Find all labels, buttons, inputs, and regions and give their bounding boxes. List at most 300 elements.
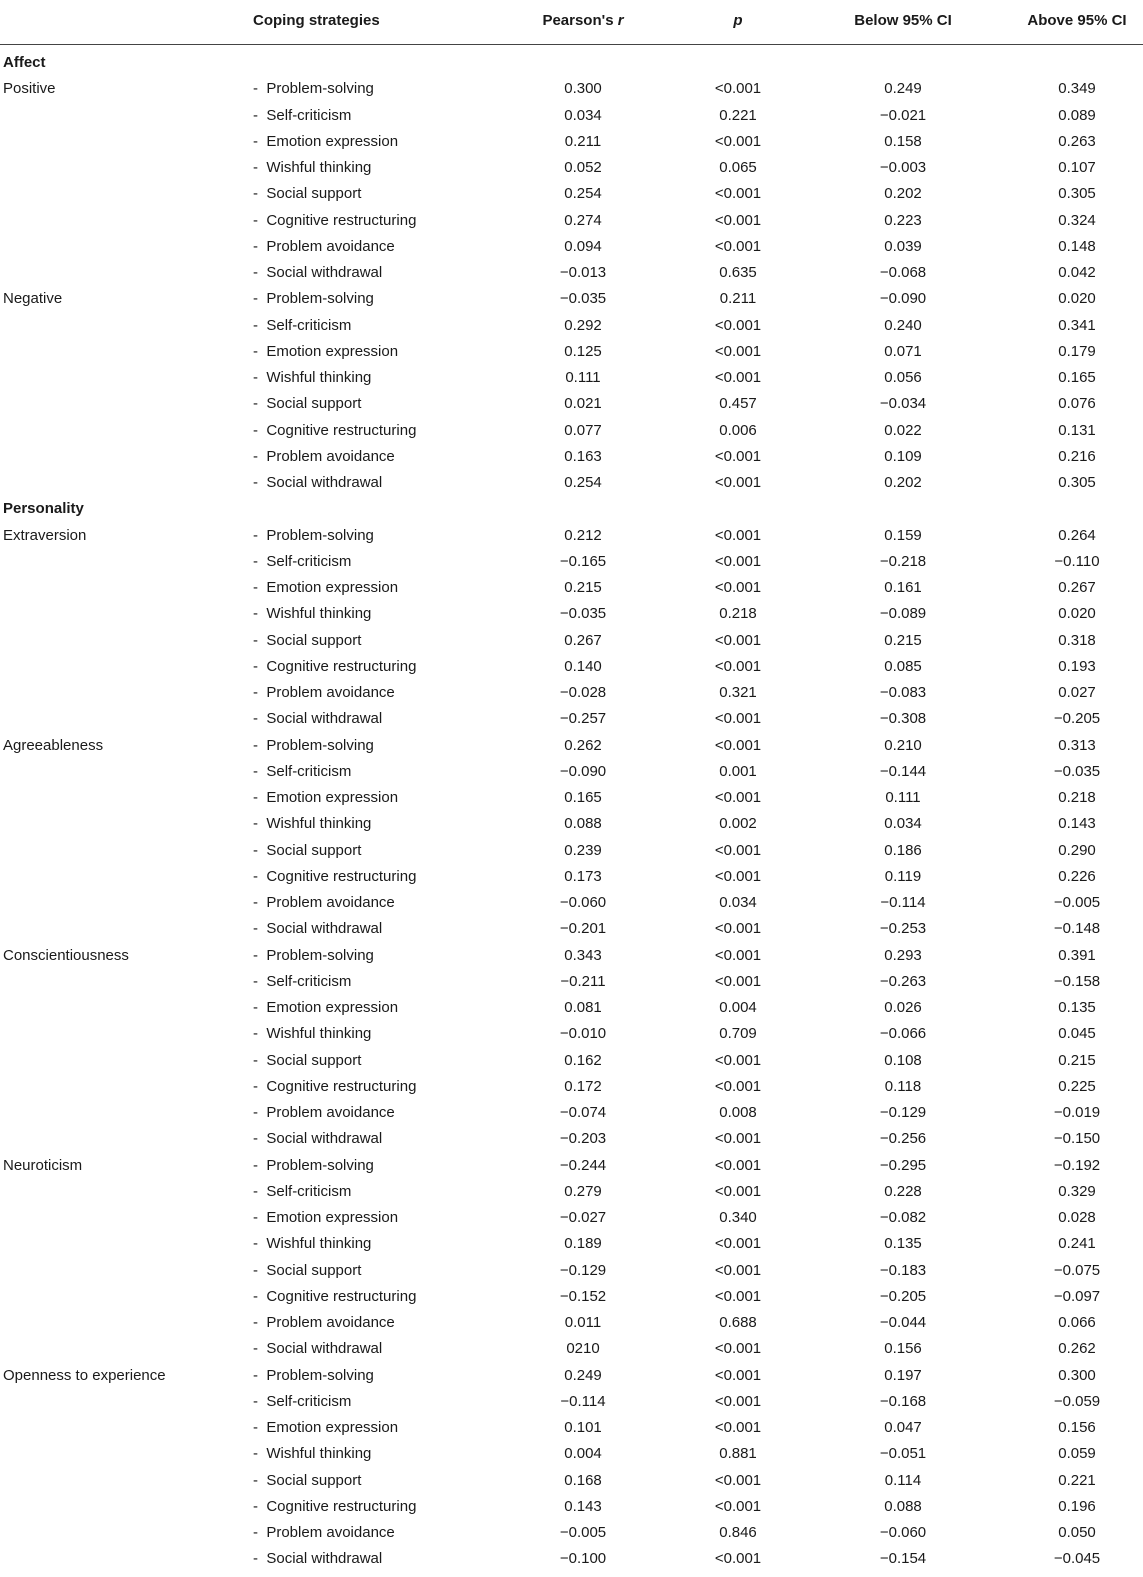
strategy-cell bbox=[253, 710, 382, 727]
strategy-cell bbox=[253, 527, 374, 544]
above-ci-cell: 0.349 bbox=[1058, 80, 1096, 98]
pearson-r-cell: 0.081 bbox=[564, 999, 602, 1016]
pearson-r-cell: 0210 bbox=[566, 1340, 600, 1358]
p-value-cell: 0.321 bbox=[719, 684, 757, 701]
list-dash: - bbox=[253, 369, 267, 386]
p-value-cell: 0.211 bbox=[719, 290, 757, 308]
table-row bbox=[0, 1391, 1143, 1417]
pearson-r-cell: −0.028 bbox=[559, 684, 607, 701]
strategy-name: Wishful thinking bbox=[266, 1235, 372, 1253]
header-pearson-r bbox=[542, 12, 623, 29]
p-value-cell: <0.001 bbox=[714, 1392, 762, 1410]
strategy-cell bbox=[253, 947, 374, 964]
list-dash: - bbox=[253, 710, 267, 728]
below-ci-cell: −0.068 bbox=[879, 264, 927, 281]
below-ci-cell: 0.156 bbox=[884, 1340, 922, 1358]
table-row bbox=[0, 1233, 1143, 1259]
above-ci-cell: 0.341 bbox=[1058, 316, 1096, 334]
strategy-name: Wishful thinking bbox=[266, 605, 372, 623]
table-row bbox=[0, 1522, 1143, 1548]
strategy-name: Problem-solving bbox=[266, 80, 374, 98]
strategy-name: Social support bbox=[266, 1261, 362, 1279]
pearson-r-cell: −0.257 bbox=[559, 710, 607, 728]
below-ci-cell: −0.060 bbox=[879, 1524, 927, 1541]
pearson-r-cell: 0.125 bbox=[564, 342, 602, 360]
above-ci-cell: 0.324 bbox=[1058, 211, 1096, 229]
p-value-cell: <0.001 bbox=[714, 789, 762, 806]
list-dash: - bbox=[253, 526, 267, 544]
pearson-r-cell: 0.111 bbox=[565, 369, 601, 386]
below-ci-cell: −0.144 bbox=[879, 762, 927, 780]
strategy-name: Social support bbox=[266, 1051, 362, 1069]
p-value-cell: 0.006 bbox=[719, 421, 757, 439]
strategy-name: Problem-solving bbox=[266, 946, 374, 964]
table-row bbox=[0, 761, 1143, 787]
table-row bbox=[0, 210, 1143, 236]
strategy-cell bbox=[253, 763, 351, 780]
p-value-cell: <0.001 bbox=[714, 1130, 762, 1148]
pearson-r-cell: −0.074 bbox=[559, 1104, 607, 1121]
below-ci-cell: 0.085 bbox=[884, 657, 922, 675]
strategy-cell bbox=[253, 212, 416, 229]
above-ci-cell: 0.196 bbox=[1058, 1497, 1096, 1515]
list-dash: - bbox=[253, 159, 267, 176]
above-ci-cell: 0.042 bbox=[1058, 264, 1096, 281]
table-row bbox=[0, 1365, 1143, 1391]
above-ci-cell: 0.218 bbox=[1058, 789, 1096, 806]
p-value-cell: 0.218 bbox=[719, 605, 757, 623]
above-ci-cell: −0.045 bbox=[1053, 1550, 1101, 1568]
pearson-r-cell: 0.189 bbox=[564, 1235, 602, 1253]
group-label: Conscientiousness bbox=[3, 946, 129, 964]
strategy-cell bbox=[253, 684, 395, 701]
strategy-cell bbox=[253, 238, 395, 255]
above-ci-cell: 0.313 bbox=[1058, 736, 1096, 754]
p-value-cell: <0.001 bbox=[714, 80, 762, 98]
table-row bbox=[0, 393, 1143, 419]
table-row bbox=[0, 603, 1143, 629]
strategy-name: Emotion expression bbox=[266, 1419, 399, 1436]
below-ci-cell: 0.249 bbox=[884, 80, 922, 98]
list-dash: - bbox=[253, 1445, 267, 1463]
below-ci-cell: 0.118 bbox=[884, 1077, 922, 1095]
pearson-r-cell: 0.343 bbox=[564, 946, 602, 964]
p-value-cell: <0.001 bbox=[714, 579, 762, 596]
strategy-cell bbox=[253, 185, 361, 202]
below-ci-cell: 0.202 bbox=[884, 185, 922, 203]
strategy-cell bbox=[253, 553, 351, 570]
pearson-r-cell: 0.077 bbox=[564, 421, 602, 439]
pearson-r-cell: −0.165 bbox=[559, 552, 607, 570]
p-value-cell: <0.001 bbox=[714, 1471, 762, 1489]
list-dash: - bbox=[253, 920, 267, 938]
below-ci-cell: −0.034 bbox=[879, 395, 927, 413]
strategy-name: Emotion expression bbox=[266, 789, 399, 806]
p-value-cell: <0.001 bbox=[714, 1182, 762, 1200]
table-row bbox=[0, 1181, 1143, 1207]
below-ci-cell: 0.088 bbox=[884, 1497, 922, 1515]
strategy-name: Self-criticism bbox=[266, 972, 352, 990]
below-ci-cell: −0.083 bbox=[879, 684, 927, 701]
table-row bbox=[0, 813, 1143, 839]
strategy-cell bbox=[253, 1052, 361, 1069]
list-dash: - bbox=[253, 605, 267, 623]
list-dash: - bbox=[253, 395, 267, 413]
p-value-cell: <0.001 bbox=[714, 841, 762, 859]
p-value-cell: 0.001 bbox=[719, 762, 757, 780]
list-dash: - bbox=[253, 316, 267, 334]
strategy-name: Emotion expression bbox=[266, 579, 399, 596]
list-dash: - bbox=[253, 264, 267, 281]
pearson-r-cell: 0.088 bbox=[564, 815, 602, 833]
above-ci-cell: 0.059 bbox=[1058, 1445, 1096, 1463]
section-title: Affect bbox=[3, 54, 46, 71]
pearson-r-cell: 0.267 bbox=[564, 631, 602, 649]
below-ci-cell: −0.253 bbox=[879, 920, 927, 938]
p-value-cell: <0.001 bbox=[714, 1287, 762, 1305]
below-ci-cell: −0.263 bbox=[879, 972, 927, 990]
strategy-cell bbox=[253, 894, 395, 911]
above-ci-cell: 0.028 bbox=[1058, 1209, 1096, 1226]
above-ci-cell: 0.305 bbox=[1058, 474, 1096, 491]
below-ci-cell: −0.021 bbox=[879, 106, 927, 124]
p-value-cell: 0.635 bbox=[719, 264, 757, 281]
strategy-name: Social withdrawal bbox=[266, 710, 383, 728]
table-row bbox=[0, 525, 1143, 551]
header-below-ci: Below 95% CI bbox=[854, 12, 952, 29]
pearson-r-cell: −0.129 bbox=[559, 1261, 607, 1279]
table-row bbox=[0, 341, 1143, 367]
below-ci-cell: 0.034 bbox=[884, 815, 922, 833]
list-dash: - bbox=[253, 1314, 267, 1331]
list-dash: - bbox=[253, 1550, 267, 1568]
pearson-r-cell: 0.052 bbox=[564, 159, 602, 176]
below-ci-cell: 0.135 bbox=[884, 1235, 922, 1253]
header-pearson-label: Pearson's bbox=[542, 12, 618, 29]
table-row bbox=[0, 1128, 1143, 1154]
header-above-ci: Above 95% CI bbox=[1027, 12, 1127, 29]
table-row bbox=[0, 78, 1143, 104]
strategy-cell bbox=[253, 1472, 361, 1489]
table-row bbox=[0, 183, 1143, 209]
table-row bbox=[0, 787, 1143, 813]
strategy-name: Social support bbox=[266, 395, 362, 413]
below-ci-cell: −0.205 bbox=[879, 1287, 927, 1305]
list-dash: - bbox=[253, 1340, 267, 1358]
table-row bbox=[0, 420, 1143, 446]
list-dash: - bbox=[253, 867, 267, 885]
p-value-cell: 0.688 bbox=[719, 1314, 757, 1331]
below-ci-cell: 0.022 bbox=[884, 421, 922, 439]
strategy-name: Emotion expression bbox=[266, 342, 399, 360]
p-value-cell: <0.001 bbox=[714, 631, 762, 649]
strategy-cell bbox=[253, 973, 351, 990]
p-value-cell: <0.001 bbox=[714, 185, 762, 203]
below-ci-cell: −0.154 bbox=[879, 1550, 927, 1568]
above-ci-cell: 0.148 bbox=[1058, 237, 1096, 255]
list-dash: - bbox=[253, 894, 267, 911]
pearson-r-cell: −0.035 bbox=[559, 605, 607, 623]
above-ci-cell: 0.300 bbox=[1058, 1366, 1096, 1384]
pearson-r-cell: 0.034 bbox=[564, 106, 602, 124]
strategy-cell bbox=[253, 1157, 374, 1174]
strategy-cell bbox=[253, 107, 351, 124]
table-row bbox=[0, 1338, 1143, 1364]
strategy-name: Cognitive restructuring bbox=[266, 211, 417, 229]
strategy-name: Social withdrawal bbox=[266, 474, 383, 491]
pearson-r-cell: 0.211 bbox=[564, 132, 602, 150]
above-ci-cell: −0.005 bbox=[1053, 894, 1101, 911]
strategy-name: Social withdrawal bbox=[266, 264, 383, 281]
pearson-r-cell: −0.005 bbox=[559, 1524, 607, 1541]
list-dash: - bbox=[253, 841, 267, 859]
strategy-cell bbox=[253, 789, 398, 806]
p-value-cell: <0.001 bbox=[714, 132, 762, 150]
list-dash: - bbox=[253, 1235, 267, 1253]
strategy-cell bbox=[253, 815, 371, 832]
above-ci-cell: 0.329 bbox=[1058, 1182, 1096, 1200]
table-row bbox=[0, 1496, 1143, 1522]
table-row bbox=[0, 236, 1143, 262]
pearson-r-cell: 0.168 bbox=[564, 1471, 602, 1489]
strategy-cell bbox=[253, 1524, 395, 1541]
strategy-cell bbox=[253, 343, 398, 360]
pearson-r-cell: 0.262 bbox=[564, 736, 602, 754]
above-ci-cell: −0.110 bbox=[1054, 552, 1100, 570]
list-dash: - bbox=[253, 789, 267, 806]
p-value-cell: <0.001 bbox=[714, 1051, 762, 1069]
group-label: Positive bbox=[3, 80, 56, 98]
list-dash: - bbox=[253, 1366, 267, 1384]
below-ci-cell: −0.003 bbox=[879, 159, 927, 176]
list-dash: - bbox=[253, 474, 267, 491]
below-ci-cell: 0.026 bbox=[884, 999, 922, 1016]
strategy-name: Cognitive restructuring bbox=[266, 1077, 417, 1095]
header-p-symbol: p bbox=[733, 12, 743, 29]
strategy-cell bbox=[253, 1314, 395, 1331]
above-ci-cell: 0.290 bbox=[1058, 841, 1096, 859]
below-ci-cell: 0.039 bbox=[884, 237, 922, 255]
pearson-r-cell: 0.011 bbox=[564, 1314, 602, 1331]
pearson-r-cell: 0.094 bbox=[564, 237, 602, 255]
table-row bbox=[0, 105, 1143, 131]
table-row bbox=[0, 131, 1143, 157]
above-ci-cell: 0.305 bbox=[1058, 185, 1096, 203]
above-ci-cell: 0.131 bbox=[1058, 421, 1096, 439]
list-dash: - bbox=[253, 421, 267, 439]
list-dash: - bbox=[253, 1209, 267, 1226]
pearson-r-cell: 0.143 bbox=[564, 1497, 602, 1515]
strategy-name: Cognitive restructuring bbox=[266, 867, 417, 885]
p-value-cell: <0.001 bbox=[714, 211, 762, 229]
table-row bbox=[0, 551, 1143, 577]
group-label: Agreeableness bbox=[3, 736, 104, 754]
list-dash: - bbox=[253, 1261, 267, 1279]
pearson-r-cell: 0.215 bbox=[564, 579, 602, 596]
strategy-name: Emotion expression bbox=[266, 132, 399, 150]
strategy-name: Social withdrawal bbox=[266, 1550, 383, 1568]
strategy-name: Problem-solving bbox=[266, 1156, 374, 1174]
above-ci-cell: −0.019 bbox=[1053, 1104, 1101, 1121]
strategy-name: Social withdrawal bbox=[266, 1130, 383, 1148]
p-value-cell: <0.001 bbox=[714, 736, 762, 754]
list-dash: - bbox=[253, 1182, 267, 1200]
pearson-r-cell: −0.211 bbox=[560, 972, 606, 990]
strategy-cell bbox=[253, 1104, 395, 1121]
list-dash: - bbox=[253, 1392, 267, 1410]
p-value-cell: <0.001 bbox=[714, 447, 762, 465]
table-row bbox=[0, 1417, 1143, 1443]
list-dash: - bbox=[253, 815, 267, 833]
below-ci-cell: −0.066 bbox=[879, 1025, 927, 1043]
list-dash: - bbox=[253, 1104, 267, 1121]
strategy-name: Social support bbox=[266, 841, 362, 859]
strategy-cell bbox=[253, 1078, 416, 1095]
strategy-cell bbox=[253, 474, 382, 491]
strategy-name: Emotion expression bbox=[266, 999, 399, 1016]
strategy-name: Social support bbox=[266, 185, 362, 203]
table-row bbox=[0, 1050, 1143, 1076]
strategy-cell bbox=[253, 1209, 398, 1226]
above-ci-cell: 0.179 bbox=[1058, 342, 1096, 360]
strategy-name: Wishful thinking bbox=[266, 1445, 372, 1463]
p-value-cell: 0.008 bbox=[719, 1104, 757, 1121]
pearson-r-cell: 0.162 bbox=[564, 1051, 602, 1069]
below-ci-cell: −0.256 bbox=[879, 1130, 927, 1148]
strategy-cell bbox=[253, 737, 374, 754]
strategy-name: Problem avoidance bbox=[266, 894, 395, 911]
below-ci-cell: −0.218 bbox=[879, 552, 927, 570]
below-ci-cell: 0.047 bbox=[884, 1419, 922, 1436]
p-value-cell: 0.340 bbox=[719, 1209, 757, 1226]
above-ci-cell: −0.205 bbox=[1053, 710, 1101, 728]
strategy-cell bbox=[253, 1262, 361, 1279]
strategy-name: Cognitive restructuring bbox=[266, 1497, 417, 1515]
p-value-cell: <0.001 bbox=[714, 552, 762, 570]
list-dash: - bbox=[253, 1077, 267, 1095]
above-ci-cell: −0.097 bbox=[1053, 1287, 1101, 1305]
strategy-name: Social withdrawal bbox=[266, 1340, 383, 1358]
table-row bbox=[0, 945, 1143, 971]
pearson-r-cell: −0.013 bbox=[559, 264, 607, 281]
above-ci-cell: 0.241 bbox=[1058, 1235, 1096, 1253]
strategy-cell bbox=[253, 605, 371, 622]
strategy-cell bbox=[253, 920, 382, 937]
pearson-r-cell: 0.239 bbox=[564, 841, 602, 859]
list-dash: - bbox=[253, 1419, 267, 1436]
table-row bbox=[0, 682, 1143, 708]
strategy-cell bbox=[253, 317, 351, 334]
strategy-name: Problem avoidance bbox=[266, 1524, 395, 1541]
strategy-cell bbox=[253, 290, 374, 307]
above-ci-cell: 0.089 bbox=[1058, 106, 1096, 124]
strategy-name: Problem avoidance bbox=[266, 447, 395, 465]
table-row bbox=[0, 630, 1143, 656]
strategy-name: Problem avoidance bbox=[266, 237, 395, 255]
below-ci-cell: 0.228 bbox=[884, 1182, 922, 1200]
above-ci-cell: 0.020 bbox=[1058, 290, 1096, 308]
pearson-r-cell: 0.249 bbox=[564, 1366, 602, 1384]
above-ci-cell: 0.143 bbox=[1058, 815, 1096, 833]
above-ci-cell: 0.020 bbox=[1058, 605, 1096, 623]
strategy-name: Wishful thinking bbox=[266, 369, 372, 386]
below-ci-cell: −0.308 bbox=[879, 710, 927, 728]
list-dash: - bbox=[253, 736, 267, 754]
strategy-cell bbox=[253, 1445, 371, 1462]
strategy-cell bbox=[253, 868, 416, 885]
table-row bbox=[0, 1443, 1143, 1469]
p-value-cell: <0.001 bbox=[714, 369, 762, 386]
pearson-r-cell: 0.004 bbox=[564, 1445, 602, 1463]
strategy-name: Problem-solving bbox=[266, 1366, 374, 1384]
strategy-cell bbox=[253, 1025, 371, 1042]
list-dash: - bbox=[253, 185, 267, 203]
strategy-cell bbox=[253, 80, 374, 97]
list-dash: - bbox=[253, 972, 267, 990]
p-value-cell: 0.709 bbox=[719, 1025, 757, 1043]
below-ci-cell: 0.210 bbox=[884, 736, 922, 754]
strategy-name: Self-criticism bbox=[266, 106, 352, 124]
pearson-r-cell: 0.292 bbox=[564, 316, 602, 334]
p-value-cell: <0.001 bbox=[714, 474, 762, 491]
pearson-r-cell: −0.152 bbox=[559, 1287, 607, 1305]
table-row bbox=[0, 1548, 1143, 1574]
above-ci-cell: 0.107 bbox=[1058, 159, 1096, 176]
pearson-r-cell: −0.100 bbox=[559, 1550, 607, 1568]
below-ci-cell: 0.202 bbox=[884, 474, 922, 491]
list-dash: - bbox=[253, 1025, 267, 1043]
above-ci-cell: 0.156 bbox=[1058, 1419, 1096, 1436]
strategy-name: Wishful thinking bbox=[266, 815, 372, 833]
table-row bbox=[0, 918, 1143, 944]
above-ci-cell: 0.264 bbox=[1058, 526, 1096, 544]
strategy-name: Cognitive restructuring bbox=[266, 1287, 417, 1305]
below-ci-cell: 0.186 bbox=[884, 841, 922, 859]
table-row bbox=[0, 1312, 1143, 1338]
table-row bbox=[0, 1470, 1143, 1496]
group-label: Openness to experience bbox=[3, 1366, 166, 1384]
below-ci-cell: 0.071 bbox=[884, 342, 922, 360]
below-ci-cell: 0.161 bbox=[884, 579, 922, 596]
above-ci-cell: 0.215 bbox=[1058, 1051, 1096, 1069]
list-dash: - bbox=[253, 1287, 267, 1305]
p-value-cell: <0.001 bbox=[714, 867, 762, 885]
pearson-r-cell: 0.279 bbox=[564, 1182, 602, 1200]
p-value-cell: <0.001 bbox=[714, 1366, 762, 1384]
header-p bbox=[733, 12, 742, 29]
table-row bbox=[0, 157, 1143, 183]
table-row bbox=[0, 656, 1143, 682]
pearson-r-cell: 0.212 bbox=[564, 526, 602, 544]
list-dash: - bbox=[253, 211, 267, 229]
table-row bbox=[0, 971, 1143, 997]
above-ci-cell: 0.262 bbox=[1058, 1340, 1096, 1358]
list-dash: - bbox=[253, 80, 267, 98]
above-ci-cell: −0.059 bbox=[1053, 1392, 1101, 1410]
p-value-cell: <0.001 bbox=[714, 920, 762, 938]
below-ci-cell: −0.044 bbox=[879, 1314, 927, 1331]
section-row bbox=[0, 498, 1143, 524]
above-ci-cell: 0.045 bbox=[1058, 1025, 1096, 1043]
below-ci-cell: 0.158 bbox=[884, 132, 922, 150]
p-value-cell: <0.001 bbox=[714, 1550, 762, 1568]
group-label: Neuroticism bbox=[3, 1156, 83, 1174]
pearson-r-cell: −0.027 bbox=[559, 1209, 607, 1226]
p-value-cell: <0.001 bbox=[714, 946, 762, 964]
below-ci-cell: −0.051 bbox=[879, 1445, 927, 1463]
below-ci-cell: −0.082 bbox=[879, 1209, 927, 1226]
p-value-cell: 0.002 bbox=[719, 815, 757, 833]
